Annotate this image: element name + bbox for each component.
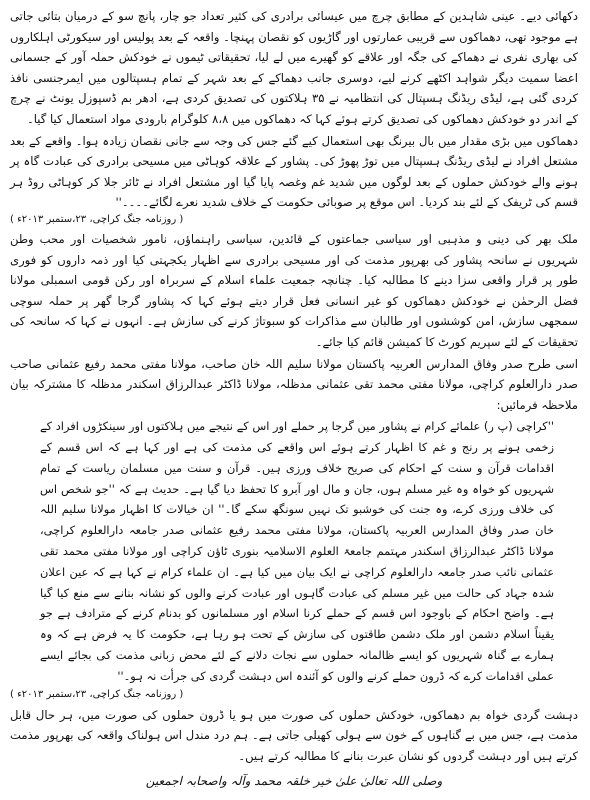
body-paragraph-3: ملک بھر کی دینی و مذہبی اور سیاسی جماعتوں کے قائدین، سیاسی راہنماؤں، نامور شخصیات اور محب وطن شہریوں نے سانحہ پشاور کی بھرپور مذمت کی اور مسیحی برادری سے اظہار یکجہتی کیا اور ذمہ داروں کو فوری طور پر قرار واقعی سزا دینے کا مطالبہ کیا۔ چنانچہ جمعیت علماء اسلام کے سربراہ اور رکن قومی اسمبلی مولانا فضل الرحمٰن نے خودکش دھماکوں کو غیر انسانی فعل قرار دیتے ہوئے کہا کہ پشاور گرجا گھر پر حملہ سوچی سمجھی سازش، امن کوششوں اور طالبان سے مذاکرات کو سبوتاژ کرنے کی سازش ہے۔ انہوں نے کہا کہ سانحہ کی تحقیقات کے لئے سپریم کورٹ کا کمیشن قائم کیا جائے۔ [10,231,578,349]
quoted-statement: ''کراچی (پ ر) علمائے کرام نے پشاور میں گرجا پر حملے اور اس کے نتیجے میں ہلاکتوں اور سینکڑوں افراد کے زخمی ہونے پر رنج و غم کا اظہار کرتے ہوئے اس واقعے کی مذمت کی ہے اور کہا ہے کہ اس قسم کے اقدامات قرآن و سنت کے احکام کی صریح خلاف ورزی ہیں۔ قرآن و سنت میں مسلمان ریاست کے تمام شہریوں کو خواہ وہ غیر مسلم ہوں، جان و مال اور آبرو کا تحفظ دیا گیا ہے۔ حدیث ہے کہ ''جو شخص اس کی خلاف ورزی کرے، وہ جنت کی خوشبو تک نہیں سونگھ سکے گا۔'' ان خیالات کا اظہار مولانا سلیم اللہ خان صدر وفاق المدارس العربیہ پاکستان، مولانا مفتی محمد رفیع عثمانی صدر جامعہ دارالعلوم کراچی، مولانا ڈاکٹر عبدالرزاق اسکندر مہتمم جامعۃ العلوم الاسلامیہ بنوری ٹاؤن کراچی اور مولانا مفتی محمد تقی عثمانی نائب صدر جامعہ دارالعلوم کراچی نے ایک بیان میں کیا ہے۔ ان علماء کرام نے کہا ہے کہ عین اعلان شدہ جہاد کی حالت میں غیر مسلم کی عبادت گاہوں اور عبادت کرنے والوں کو نشانہ بنانے سے منع کیا گیا ہے۔ واضح احکام کے باوجود اس قسم کے حملے کرنا اسلام اور مسلمانوں کو بدنام کرنے کے مترادف ہے جو یقیناً اسلام دشمن اور ملک دشمن طاقتوں کی سازش کے تحت ہو رہا ہے، حکومت کا یہ فرض ہے کہ وہ ہمارے بے گناہ شہریوں کو ایسے ظالمانہ حملوں سے نجات دلانے کے لئے محض زبانی مذمت کی بجائے ایسے عملی اقدامات کرے کہ ڈرون حملے کرنے والوں کو آئندہ اس دہشت گردی کی جرأت نہ ہو۔'' [40,419,554,683]
body-paragraph-4: اسی طرح صدر وفاق المدارس العربیہ پاکستان مولانا سلیم اللہ خان صاحب، مولانا مفتی محمد رفیع عثمانی صاحب صدر دارالعلوم کراچی، مولانا مفتی محمد تقی عثمانی مدظلہ، مولانا ڈاکٹر عبدالرزاق اسکندر مدظلہ کا مشترکہ بیان ملاحظہ فرمائیں: [10,356,578,412]
body-paragraph-5: دہشت گردی خواہ بم دھماکوں، خودکش حملوں کی صورت میں ہو یا ڈرون حملوں کی صورت میں، ہر حال قابل مذمت ہے، جس میں بے گناہوں کے خون سے ہولی کھیلی جاتی ہے۔ ہم درد مندل اس ہولناک واقعہ کی بھرپور مذمت کرتے ہیں اور دہشت گردوں کو نشان عبرت بنانے کا مطالبہ کرتے ہیں۔ [10,707,578,763]
body-paragraph-1: دکھائی دیے۔ عینی شاہدین کے مطابق چرچ میں عیسائی برادری کی کثیر تعداد جو چار، پانچ سو کے درمیان بتائی جاتی ہے موجود تھی، دھماکوں سے قریبی عمارتوں اور گاڑیوں کو نقصان پہنچا۔ واقعہ کے بعد پولیس اور سیکورٹی اہلکاروں کی بھاری نفری نے دھماکے کی جگہ اور علاقے کو گھیرے میں لے لیا، تحقیقاتی ٹیموں نے خودکش حملہ آور کے جسمانی اعضا سمیت دیگر شواہد اکٹھے کرنے لیے، دوسری جانب دھماکے کے بعد شہر کے تمام ہسپتالوں میں ایمرجنسی نافذ کردی گئی ہے، لیڈی ریڈنگ ہسپتال کی انتظامیہ نے ۳۵ ہلاکتوں کی تصدیق کردی ہے، ادھر بم ڈسپوزل یونٹ نے چرچ کے اندر دو خودکش دھماکوں کی تصدیق کرتے ہوئے کہا کہ دھماکوں میں ۸،۸ کلوگرام بارودی مواد استعمال کیا گیا۔ [10,9,578,126]
body-paragraph-2: دھماکوں میں بڑی مقدار میں بال بیرنگ بھی استعمال کیے گئے جس کی وجہ سے جانی نقصان زیادہ ہوا۔ واقعے کے بعد مشتعل افراد نے لیڈی ریڈنگ ہسپتال میں توڑ پھوڑ کی۔ پشاور کے علاقہ کوہاٹی میں مسیحی برادری کی عبادت گاہ پر ہونے والے خودکش حملوں کے بعد لوگوں میں شدید غم وغصہ پایا گیا اور مشتعل افراد نے ٹائر جلا کر کوہاٹی روڈ ہر قسم کی ٹریفک کے لئے بند کردیا۔ اس موقع پر صوبائی حکومت کے خلاف شدید نعرے لگائے۔۔۔۔'' [10,133,578,210]
closing-benediction: وصلی اللہ تعالیٰ علیٰ خیر خلقہ محمد وآلہ واصحابہ اجمعین [145,774,443,789]
newspaper-citation-1: ( روزنامہ جنگ کراچی، ۲۳،ستمبر ۲۰۱۳ء ) [10,213,184,225]
newspaper-citation-2: ( روزنامہ جنگ کراچی، ۲۳،ستمبر ۲۰۱۳ء ) [10,688,184,700]
